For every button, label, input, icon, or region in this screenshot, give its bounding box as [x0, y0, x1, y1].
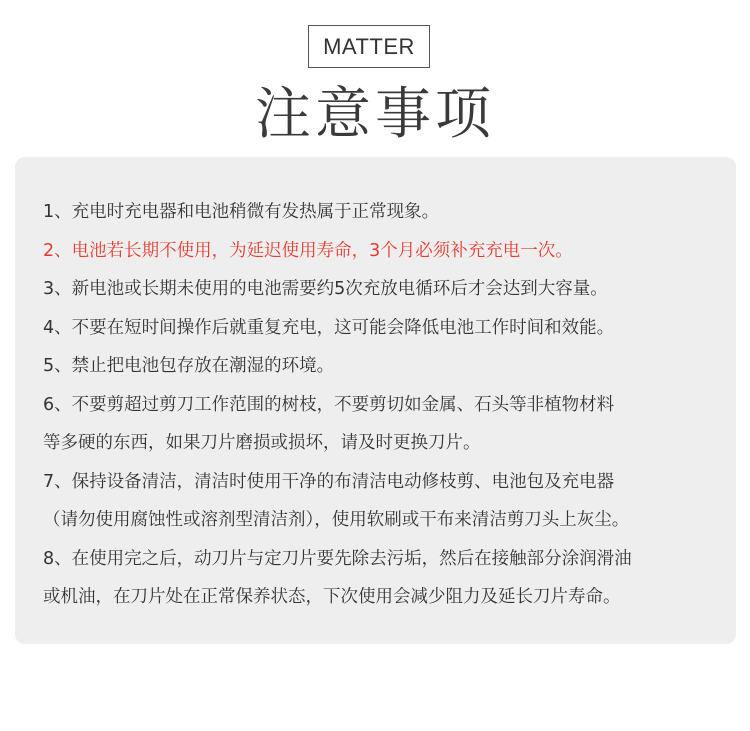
matter-badge-text: MATTER	[323, 33, 415, 59]
note-line-1: 1、充电时充电器和电池稍微有发热属于正常现象。	[43, 202, 440, 222]
note-line-7: 7、保持设备清洁，清洁时使用干净的布清洁电动修枝剪、电池包及充电器	[43, 471, 615, 492]
note-line-8-continued: 或机油，在刀片处在正常保养状态，下次使用会减少阻力及延长刀片寿命。	[43, 587, 621, 607]
note-line-5: 5、禁止把电池包存放在潮湿的环境。	[43, 356, 335, 376]
matter-badge	[308, 25, 430, 68]
notes-list	[43, 193, 723, 617]
note-line-8: 8、在使用完之后，动刀片与定刀片要先除去污垢，然后在接触部分涂润滑油	[43, 548, 632, 569]
note-line-3: 3、新电池或长期未使用的电池需要约5次充放电循环后才会达到大容量。	[43, 279, 608, 299]
note-line-2-warning: 2、电池若长期不使用，为延迟使用寿命，3个月必须补充充电一次。	[43, 240, 573, 261]
note-line-4: 4、不要在短时间操作后就重复充电，这可能会降低电池工作时间和效能。	[43, 317, 615, 338]
page-title: 注意事项	[255, 82, 495, 147]
note-line-6-continued: 等多硬的东西，如果刀片磨损或损坏，请及时更换刀片。	[43, 433, 481, 453]
note-line-7-continued: （请勿使用腐蚀性或溶剂型清洁剂），使用软刷或干布来清洁剪刀头上灰尘。	[43, 510, 630, 530]
note-line-6: 6、不要剪超过剪刀工作范围的树枝，不要剪切如金属、石头等非植物材料	[43, 394, 615, 415]
